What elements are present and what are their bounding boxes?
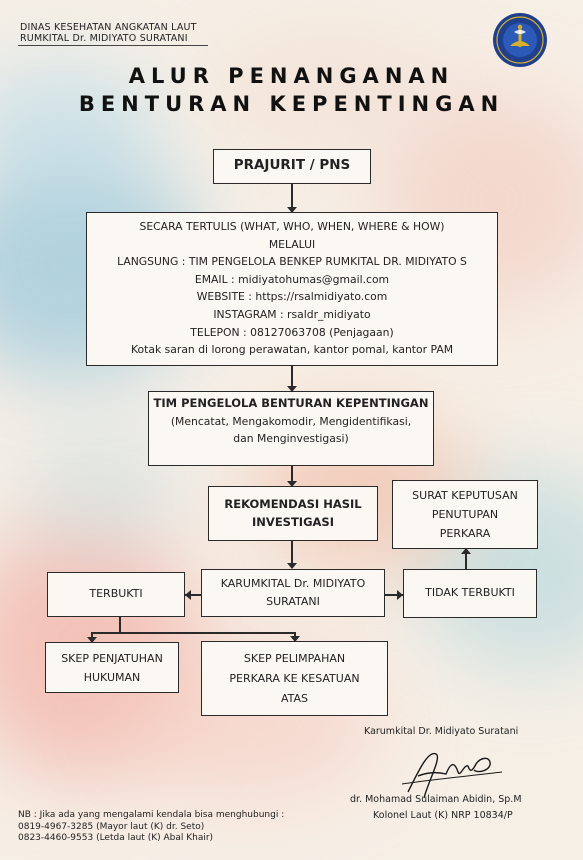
closure-line-2: PENUTUPAN [431,508,499,521]
team-description-1: (Mencatat, Mengakomodir, Mengidentifikasi, [170,414,412,428]
channel-instagram: INSTAGRAM : rsaldr_midiyato [213,307,371,321]
channel-website: WEBSITE : https://rsalmidiyato.com [196,290,388,304]
hospital-head-box [201,569,385,617]
recommendation-line-1: REKOMENDASI HASIL [224,497,362,511]
signatory-rank: Kolonel Laut (K) NRP 10834/P [373,810,513,821]
proven-label: TERBUKTI [89,587,143,600]
proven-box [47,572,185,617]
recommendation-line-2: INVESTIGASI [252,515,334,529]
not-proven-box [403,569,537,618]
channel-phone: TELEPON : 08127063708 (Penjagaan) [190,325,394,339]
recommendation-box [208,486,378,541]
title-line-1: ALUR PENANGANAN [128,64,455,88]
closure-line-1: SURAT KEPUTUSAN [412,489,518,502]
penalty-line-2: HUKUMAN [83,671,141,684]
footer-contact-1: 0819-4967-3285 (Mayor laut (K) dr. Seto) [18,821,205,832]
hospital-head-line-2: SURATANI [266,595,320,608]
transfer-line-1: SKEP PELIMPAHAN [243,652,346,665]
channel-suggestion-box: Kotak saran di lorong perawatan, kantor pomal, kantor PAM [130,343,454,357]
channel-email: EMAIL : midiyatohumas@gmail.com [194,272,390,286]
start-label: PRAJURIT / PNS [233,157,351,173]
transfer-line-2: PERKARA KE KESATUAN [229,672,360,685]
channel-direct: LANGSUNG : TIM PENGELOLA BENKEP RUMKITAL DR. MIDIYATO S [117,255,467,269]
management-team-box [148,391,434,466]
hospital-name: RUMKITAL Dr. MIDIYATO SURATANI [20,33,188,44]
hospital-head-line-1: KARUMKITAL Dr. MIDIYATO [220,577,366,590]
channel-written: SECARA TERTULIS (WHAT, WHO, WHEN, WHERE & HOW) [139,220,445,233]
channel-via: MELALUI [268,237,316,251]
footer-note [18,810,284,845]
not-proven-label: TIDAK TERBUKTI [425,586,515,599]
organization-name: DINAS KESEHATAN ANGKATAN LAUT [20,22,197,33]
footer-contact-2: 0823-4460-9553 (Letda laut (K) Abal Khair) [18,833,214,843]
title-line-2: BENTURAN KEPENTINGAN [78,92,505,116]
reporting-channels-box [86,212,498,366]
closure-decision-box [392,480,538,549]
transfer-line-3: ATAS [280,692,309,705]
footer-note-text: NB : Jika ada yang mengalami kendala bisa menghubungi : [18,810,285,820]
penalty-line-1: SKEP PENJATUHAN [61,652,163,665]
signatory-name: dr. Mohamad Sulaiman Abidin, Sp.M [350,794,522,805]
signatory-position: Karumkital Dr. Midiyato Suratani [364,726,519,737]
closure-line-3: PERKARA [439,527,491,540]
team-description-2: dan Menginvestigasi) [233,432,349,445]
start-box [213,149,371,184]
transfer-decision-box [201,641,388,716]
penalty-decision-box [45,642,179,693]
team-title: TIM PENGELOLA BENTURAN KEPENTINGAN [153,396,429,410]
